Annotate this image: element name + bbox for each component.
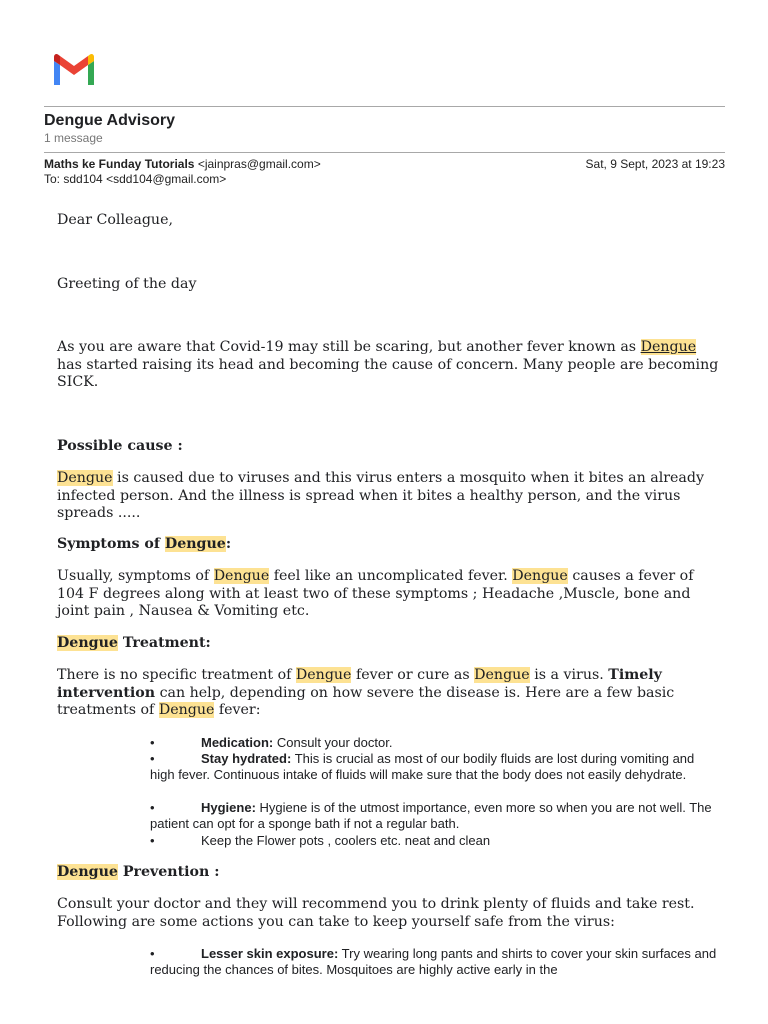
prevention-paragraph: Consult your doctor and they will recommend you to drink plenty of fluids and take rest. Following are some actions you can take to keep yourself safe from the virus: (57, 896, 695, 930)
bullet-hygiene: • Hygiene: Hygiene is of the utmost importance, even more so when you are not well. The patient can opt for a sponge bath if not a regular bath. (150, 800, 712, 832)
sender-name: Maths ke Funday Tutorials (44, 157, 195, 171)
header-divider (44, 106, 725, 107)
email-subject: Dengue Advisory (44, 112, 175, 129)
cause-paragraph: Dengue is caused due to viruses and this virus enters a mosquito when it bites an already infected person. And the illness is spread when it bites a healthy person, and the virus spreads ..... (57, 470, 704, 521)
recipient-line (44, 172, 226, 186)
bullet-flower-pots: • Keep the Flower pots , coolers etc. neat and clean (150, 833, 491, 848)
salutation: Dear Colleague, (57, 212, 173, 228)
treatment-heading: Dengue Treatment: (57, 635, 211, 651)
greeting: Greeting of the day (57, 276, 197, 292)
dengue-link[interactable]: Dengue (640, 339, 697, 355)
sent-date: Sat, 9 Sept, 2023 at 19:23 (585, 157, 725, 171)
sender-line (44, 157, 321, 171)
bullet-lesser-skin-exposure: • Lesser skin exposure: Try wearing long pants and shirts to cover your skin surfaces and reducing the chances of bites. Mosquitoes are highly active early in the (150, 946, 717, 978)
intro-paragraph: As you are aware that Covid-19 may still be scaring, but another fever known as Dengue has started raising its head and becoming the cause of concern. Many people are becoming SICK. (57, 339, 719, 390)
cause-heading: Possible cause : (57, 438, 183, 454)
symptoms-paragraph: Usually, symptoms of Dengue feel like an uncomplicated fever. Dengue causes a fever of 104 F degrees along with at least two of these symptoms ; Headache ,Muscle, bone and joint pain , Nausea & Vomiting etc. (57, 568, 694, 619)
prevention-heading: Dengue Prevention : (57, 864, 220, 880)
bullet-stay-hydrated: • Stay hydrated: This is crucial as most of our bodily fluids are lost during vomiting and high fever. Continuous intake of fluids will make sure that the body does not easily dehydrate. (150, 751, 695, 783)
gmail-logo-icon (51, 52, 97, 86)
to-label: To: (44, 172, 61, 186)
symptoms-heading: Symptoms of Dengue: (57, 536, 232, 552)
sender-email: <jainpras@gmail.com> (197, 157, 321, 171)
subject-divider (44, 152, 725, 153)
bullet-medication: • Medication: Consult your doctor. (150, 735, 393, 750)
message-count: 1 message (44, 131, 103, 145)
recipient: sdd104 <sdd104@gmail.com> (63, 172, 227, 186)
treatment-paragraph: There is no specific treatment of Dengue fever or cure as Dengue is a virus. Timely intervention can help, depending on how severe the disease is. Here are a few basic treatments of Dengue fever: (57, 667, 675, 718)
